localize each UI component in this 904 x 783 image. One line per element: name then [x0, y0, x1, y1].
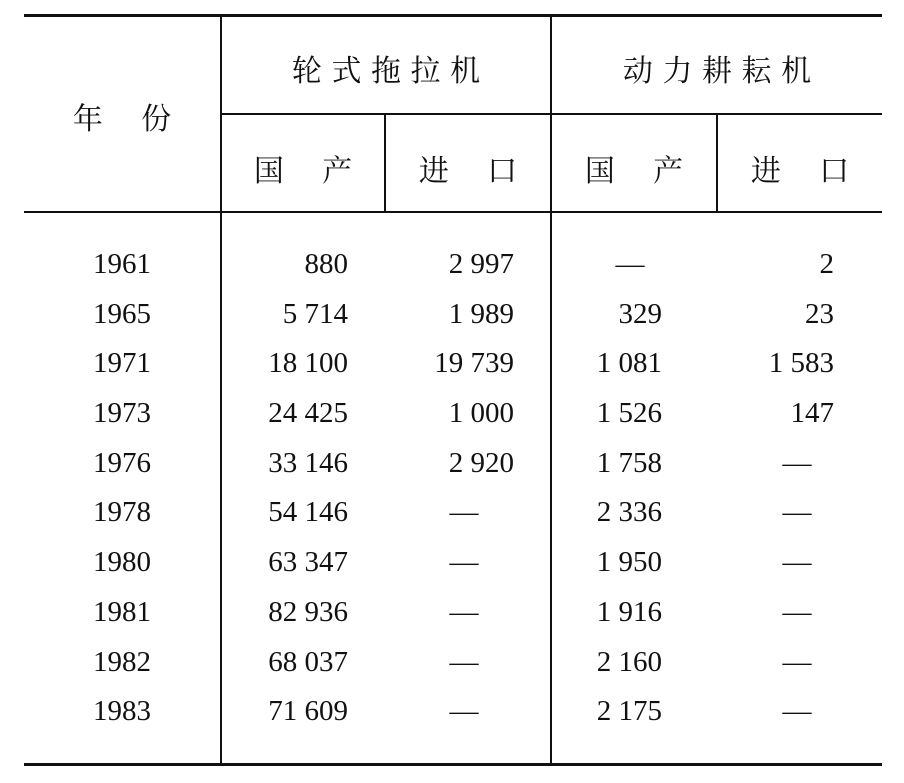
value-cell: 18 100 — [268, 347, 348, 380]
value-cell: 1 989 — [448, 297, 514, 330]
value-cell: 2 — [819, 248, 834, 280]
value-cell: — — [449, 496, 479, 529]
value-cell: 63 347 — [268, 546, 348, 579]
value-cell: 1 916 — [596, 595, 662, 628]
year-cell: 1980 — [93, 546, 151, 579]
table-row — [24, 439, 882, 489]
value-cell: 33 146 — [268, 446, 348, 479]
value-cell: 5 714 — [282, 297, 348, 330]
value-cell: 329 — [618, 297, 662, 330]
year-cell: 1961 — [93, 248, 151, 280]
table-row — [24, 538, 882, 588]
import-header: 进 口 — [750, 154, 850, 189]
table-row — [24, 389, 882, 439]
value-cell: 54 146 — [268, 496, 348, 529]
year-cell: 1978 — [93, 496, 151, 529]
year-cell: 1965 — [93, 297, 151, 330]
value-cell: 1 950 — [596, 546, 662, 579]
value-cell: — — [782, 695, 812, 728]
import-header: 进 口 — [418, 154, 518, 189]
table-row — [24, 240, 882, 290]
value-cell: 1 081 — [596, 347, 662, 380]
table-body — [24, 240, 882, 737]
value-cell: 82 936 — [268, 595, 348, 628]
value-cell: — — [782, 645, 812, 678]
power-tiller-header: 动 力 耕 耘 机 — [622, 54, 812, 89]
table-row — [24, 588, 882, 638]
table-row — [24, 488, 882, 538]
table-row — [24, 687, 882, 737]
value-cell: 880 — [304, 248, 348, 280]
value-cell: 1 583 — [768, 347, 834, 380]
value-cell: 19 739 — [434, 347, 514, 380]
year-cell: 1982 — [93, 645, 151, 678]
data-table — [24, 14, 882, 766]
year-cell: 1973 — [93, 397, 151, 430]
value-cell: 2 336 — [596, 496, 662, 529]
header-rule — [24, 211, 882, 213]
year-cell: 1981 — [93, 595, 151, 628]
value-cell: 2 175 — [596, 695, 662, 728]
wheeled-tractor-header: 轮 式 拖 拉 机 — [291, 54, 481, 89]
value-cell: — — [782, 595, 812, 628]
table-row — [24, 339, 882, 389]
value-cell: 23 — [805, 297, 834, 330]
table-row — [24, 638, 882, 688]
year-cell: 1976 — [93, 446, 151, 479]
value-cell: 71 609 — [268, 695, 348, 728]
value-cell: — — [782, 446, 812, 479]
value-cell: — — [449, 595, 479, 628]
value-cell: 1 758 — [596, 446, 662, 479]
value-cell: 68 037 — [268, 645, 348, 678]
value-cell: — — [782, 546, 812, 579]
table-row — [24, 290, 882, 340]
value-cell: — — [782, 496, 812, 529]
value-cell: — — [449, 695, 479, 728]
value-cell: — — [449, 645, 479, 678]
bottom-rule — [24, 763, 882, 766]
value-cell: — — [449, 546, 479, 579]
value-cell: — — [615, 248, 645, 280]
top-rule — [24, 14, 882, 17]
domestic-header: 国 产 — [253, 154, 353, 189]
value-cell: 1 526 — [596, 397, 662, 430]
year-cell: 1983 — [93, 695, 151, 728]
value-cell: 24 425 — [268, 397, 348, 430]
value-cell: 2 920 — [448, 446, 514, 479]
year-cell: 1971 — [93, 347, 151, 380]
value-cell: 2 160 — [596, 645, 662, 678]
domestic-header: 国 产 — [584, 154, 684, 189]
value-cell: 147 — [790, 397, 834, 430]
value-cell: 2 997 — [448, 248, 514, 280]
value-cell: 1 000 — [448, 397, 514, 430]
year-header: 年 份 — [72, 102, 172, 137]
